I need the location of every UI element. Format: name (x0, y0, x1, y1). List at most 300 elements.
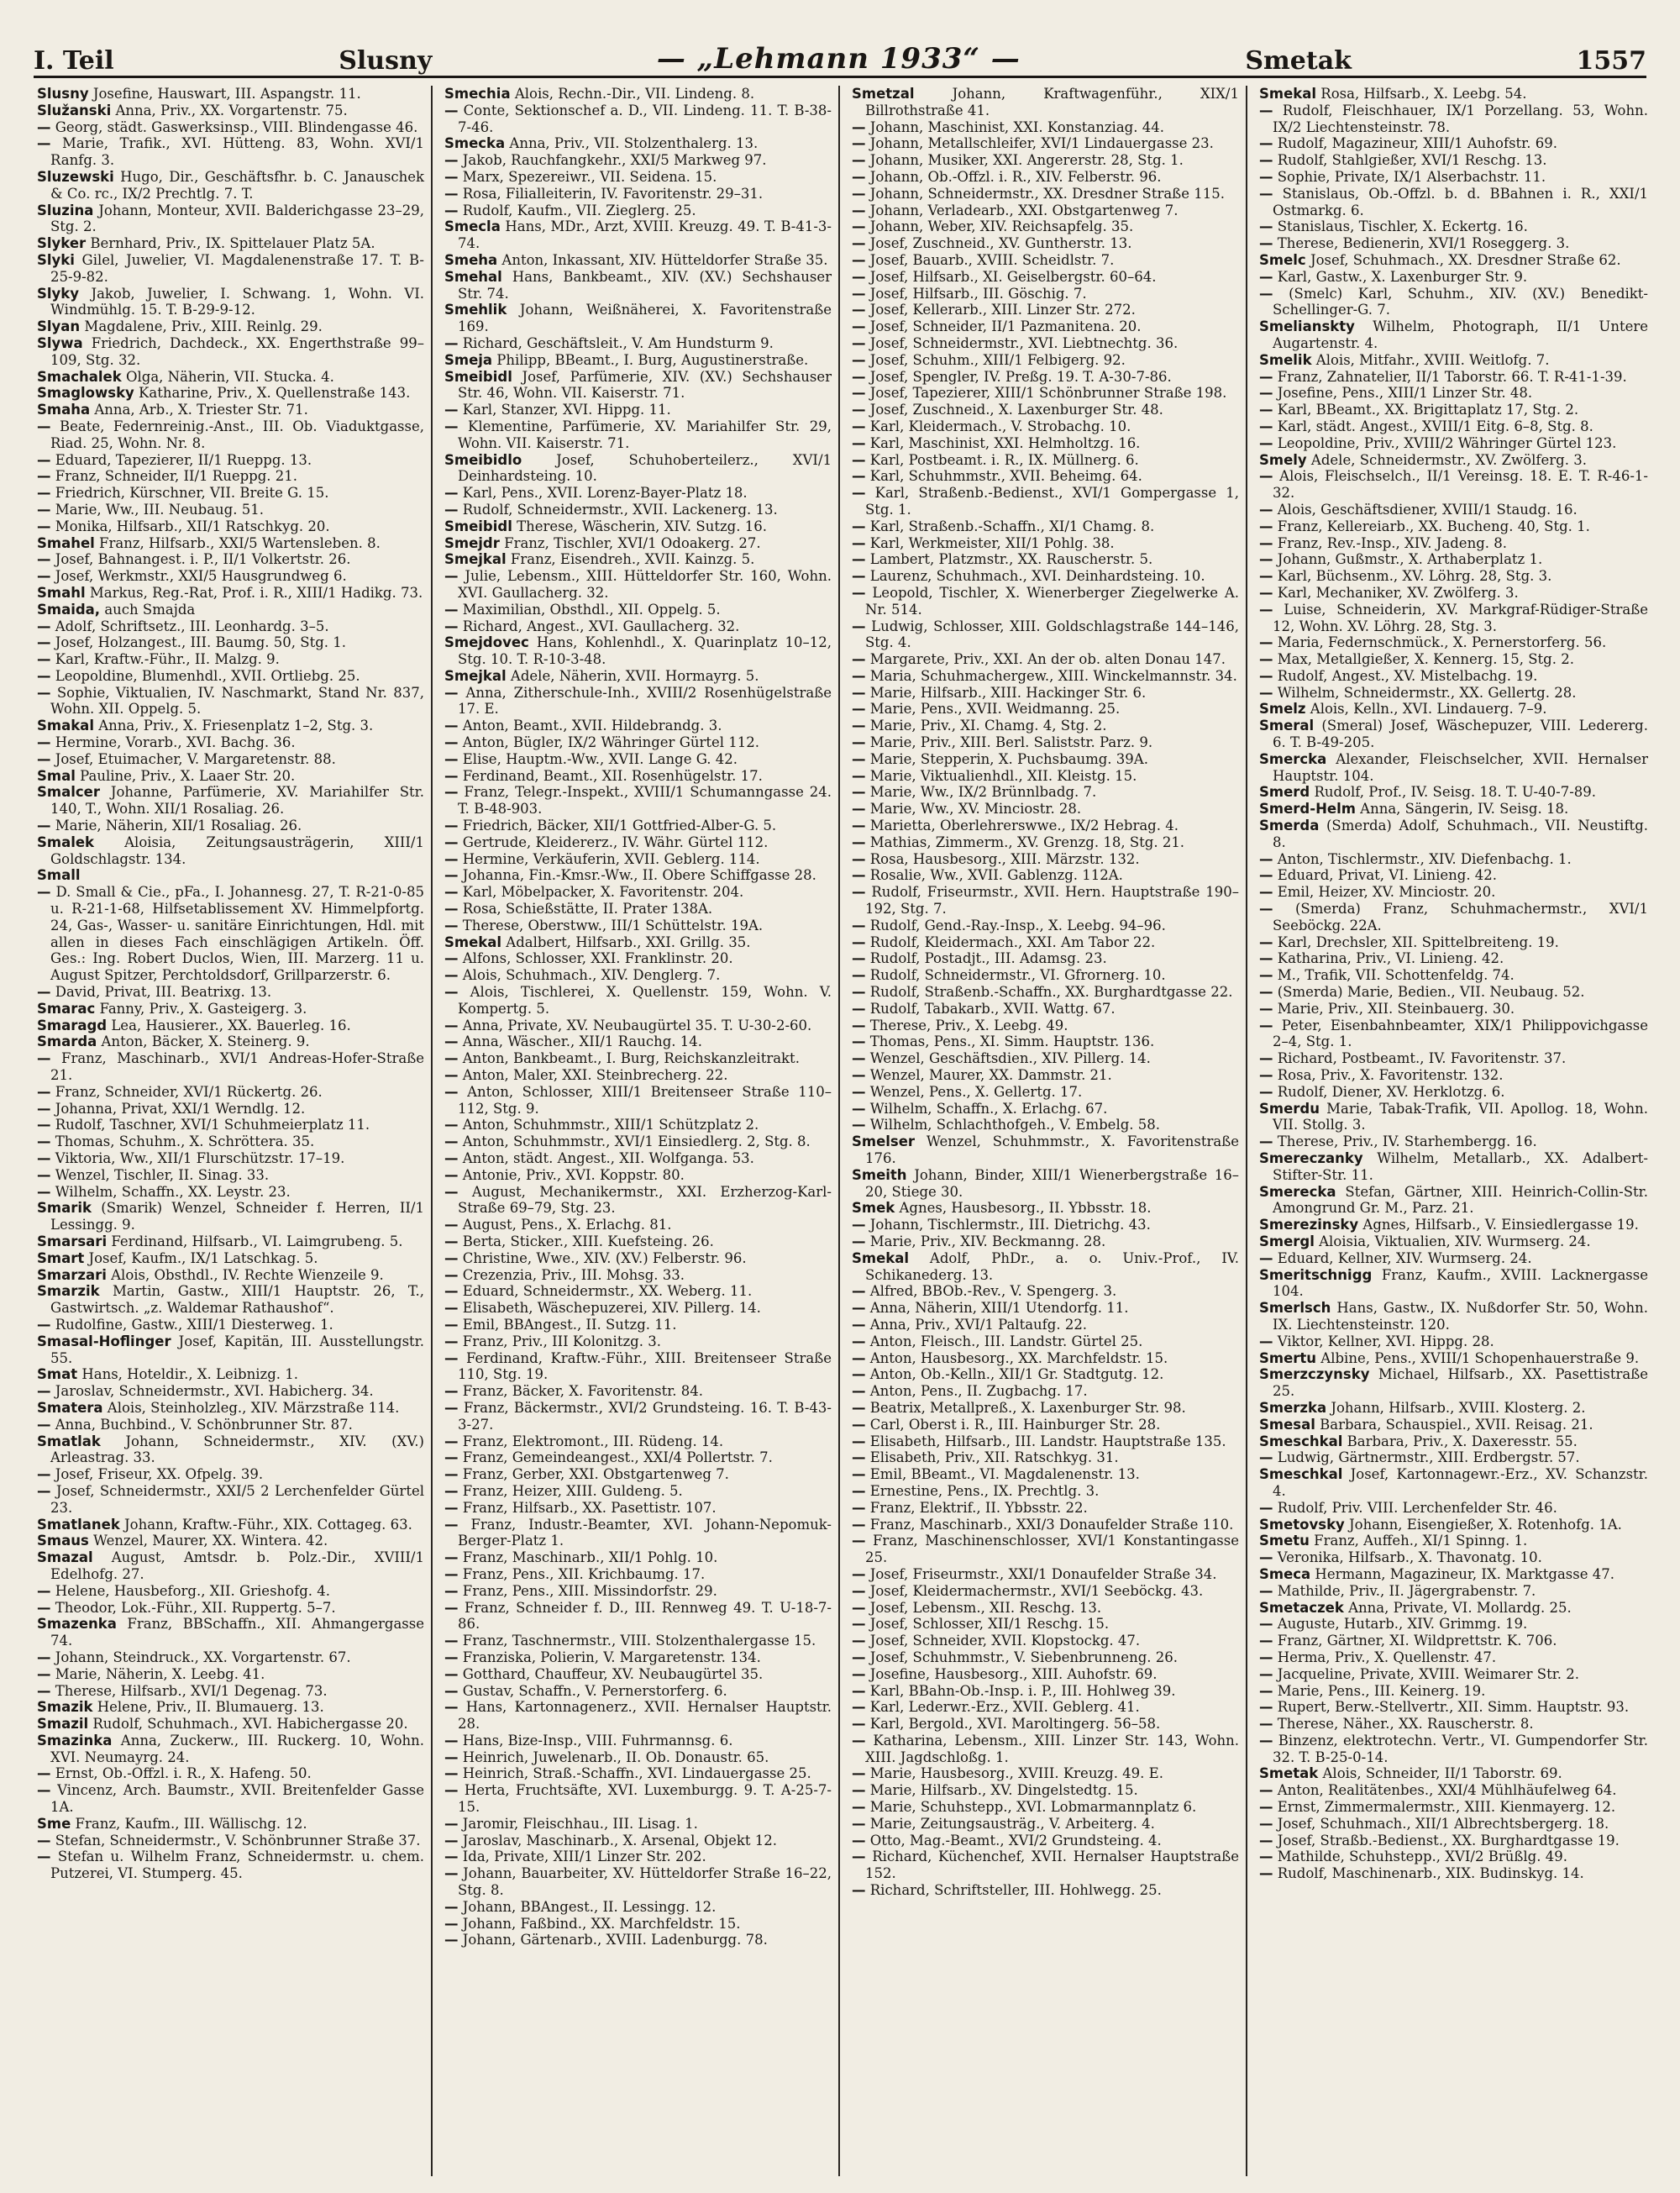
entry-surname: — (1259, 434, 1273, 451)
entry-details: Josef, Straßb.-Bedienst., XX. Burghardtgasse 19. (1273, 1832, 1620, 1849)
entry-surname: Smetak (1259, 1765, 1319, 1782)
directory-entry (37, 1317, 424, 1333)
entry-details: Stanislaus, Tischler, X. Eckertg. 16. (1273, 218, 1528, 235)
entry-surname: Smerd-Helm (1259, 801, 1356, 818)
entry-surname: — (852, 1316, 866, 1333)
entry-surname: — (444, 1482, 459, 1499)
entry-details: Karl, Kleidermach., V. Strobachg. 10. (865, 418, 1131, 434)
entry-surname: — (1259, 102, 1273, 118)
directory-entry (852, 152, 1239, 169)
entry-surname: — (852, 1765, 866, 1782)
entry-details: Franz, Schneider, XVI/1 Rückertg. 26. (50, 1083, 323, 1100)
entry-details: Vincenz, Arch. Baumstr., XVII. Breitenfelder Gasse 1A. (50, 1782, 424, 1816)
entry-details: Pauline, Priv., X. Laaer Str. 20. (75, 767, 296, 784)
entry-surname: Smetu (1259, 1533, 1310, 1549)
entry-details: Hans, Hoteldir., X. Leibnizg. 1. (77, 1366, 298, 1383)
entry-surname: — (852, 584, 866, 601)
entry-details: Karl, Straßenb.-Bedienst., XVI/1 Gompergasse 1, Stg. 1. (865, 485, 1239, 518)
entry-details: Marie, Hilfsarb., XIII. Hackinger Str. 6. (865, 684, 1147, 701)
entry-surname: — (444, 1549, 459, 1566)
entry-surname: — (852, 917, 866, 933)
directory-entry (37, 1699, 424, 1716)
entry-surname: — (444, 767, 459, 784)
column-3 (852, 86, 1247, 2176)
directory-entry (852, 286, 1239, 302)
entry-surname: — (37, 501, 51, 518)
entry-details: Ernst, Zimmermalermstr., XIII. Kienmayerg. 12. (1273, 1799, 1616, 1816)
page-header (34, 24, 1646, 78)
entry-surname: Smalek (37, 834, 95, 850)
entry-surname: — (37, 750, 51, 767)
directory-entry (852, 701, 1239, 718)
directory-entry (37, 867, 424, 884)
directory-entry (444, 485, 832, 502)
entry-surname: Slyker (37, 235, 87, 252)
entry-surname: — (852, 1217, 866, 1233)
directory-entry (1259, 668, 1648, 685)
entry-details: Marie, Schuhstepp., XVI. Lobmarmannplatz 6. (865, 1799, 1197, 1816)
directory-entry (37, 751, 424, 768)
directory-entry (37, 1683, 424, 1700)
entry-details: Johann, Bauarbeiter, XV. Hütteldorfer Straße 16–22, Stg. 8. (458, 1865, 832, 1899)
entry-details: Alois, Schuhmach., XIV. Denglerg. 7. (458, 967, 721, 984)
entry-details: Karl, Werkmeister, XII/1 Pohlg. 38. (865, 534, 1115, 551)
entry-surname: — (444, 950, 459, 967)
entry-details: Johanne, Parfümerie, XV. Mariahilfer Str. 140, T., Wohn. XII/1 Rosaliag. 26. (50, 784, 424, 818)
directory-entry (1259, 1799, 1648, 1816)
directory-entry (444, 934, 832, 951)
entry-surname: — (444, 418, 459, 434)
directory-entry (1259, 818, 1648, 851)
entry-surname: — (444, 1699, 459, 1716)
directory-entry (37, 535, 424, 552)
directory-entry (444, 252, 832, 269)
directory-entry (444, 1233, 832, 1250)
directory-entry (37, 502, 424, 518)
directory-entry (444, 518, 832, 535)
entry-details: Johann, Kraftwagenführ., XIX/1 Billrothstraße 41. (865, 86, 1239, 118)
entry-surname: — (37, 1183, 51, 1200)
directory-entry (852, 1383, 1239, 1400)
directory-entry (852, 435, 1239, 452)
entry-details: Ludwig, Gärtnermstr., XIII. Erdbergstr. 57. (1273, 1449, 1580, 1466)
directory-entry (444, 202, 832, 219)
entry-details: Anton, Bäcker, X. Steinerg. 9. (97, 1033, 310, 1050)
entry-surname: — (852, 884, 866, 901)
entry-surname: — (444, 1466, 459, 1483)
directory-entry (1259, 1716, 1648, 1733)
entry-surname: — (444, 1249, 459, 1266)
entry-details: Franz, Elektrif., II. Ybbsstr. 22. (865, 1499, 1088, 1516)
directory-columns (37, 86, 1655, 2176)
entry-details: Josef, Schuhmmstr., V. Siebenbrunneng. 26. (865, 1649, 1178, 1665)
entry-details: Josef, Schuhmach., XII/1 Albrechtsbergerg. 18. (1273, 1815, 1609, 1832)
directory-entry (852, 867, 1239, 884)
entry-details: Laurenz, Schuhmach., XVI. Deinhardsteing. 10. (865, 568, 1205, 585)
entry-surname: — (852, 1649, 866, 1665)
part-label: I. Teil (34, 46, 114, 76)
entry-surname: — (444, 1516, 459, 1533)
directory-entry (444, 369, 832, 402)
entry-surname: — (852, 1716, 866, 1733)
entry-details: Johanna, Privat, XXI/1 Werndlg. 12. (50, 1100, 306, 1117)
directory-entry (444, 1449, 832, 1466)
entry-details: Karl, Möbelpacker, X. Favoritenstr. 204. (458, 884, 744, 901)
entry-details: Rudolf, Maschinenarb., XIX. Budinskyg. 14. (1273, 1865, 1584, 1882)
directory-entry (444, 1184, 832, 1217)
entry-surname: — (1259, 684, 1273, 701)
entry-details: Berta, Sticker., XIII. Kuefsteing. 26. (458, 1233, 714, 1249)
entry-details: Anton, Pens., II. Zugbachg. 17. (865, 1383, 1088, 1400)
directory-entry (1259, 634, 1648, 651)
entry-details: Rudolf, Schuhmach., XVI. Habichergasse 20. (88, 1716, 408, 1733)
directory-entry (444, 1084, 832, 1118)
entry-details: Therese, Priv., IV. Starhembergg. 16. (1273, 1133, 1537, 1150)
entry-surname: Smejdovec (444, 634, 529, 651)
entry-surname: — (852, 551, 866, 568)
entry-surname: Smachalek (37, 368, 122, 385)
directory-entry (444, 1649, 832, 1666)
directory-entry (1259, 1400, 1648, 1417)
entry-surname: — (37, 884, 51, 901)
entry-details: Hans, Bize-Insp., VIII. Fuhrmannsg. 6. (458, 1732, 733, 1749)
directory-entry (1259, 984, 1648, 1001)
directory-entry (852, 1449, 1239, 1466)
entry-details: Richard, Postbeamt., IV. Favoritenstr. 37. (1273, 1050, 1567, 1067)
directory-entry (444, 1400, 832, 1433)
entry-details: (Smerda) Adolf, Schuhmach., VII. Neustiftg. 8. (1273, 818, 1648, 850)
entry-details: Alois, Mitfahr., XVIII. Weitlofg. 7. (1311, 351, 1550, 368)
directory-entry (37, 1133, 424, 1150)
entry-surname: — (37, 1649, 51, 1665)
entry-surname: — (852, 318, 866, 335)
entry-surname: — (37, 1083, 51, 1100)
entry-surname: — (1259, 651, 1273, 668)
entry-details: Heinrich, Juwelenarb., II. Ob. Donaustr. 65. (458, 1749, 769, 1765)
directory-entry (37, 1018, 424, 1034)
directory-entry (37, 318, 424, 335)
entry-surname: — (852, 850, 866, 867)
directory-entry (444, 967, 832, 984)
directory-entry (1259, 551, 1648, 568)
entry-surname: — (1259, 568, 1273, 585)
column-4 (1259, 86, 1655, 2176)
entry-details: Karl, Bergold., XVI. Maroltingerg. 56–58. (865, 1716, 1161, 1733)
entry-details: Alfred, BBOb.-Rev., V. Spengerg. 3. (865, 1283, 1117, 1300)
entry-surname: — (1259, 235, 1273, 252)
entry-surname: — (444, 784, 459, 801)
directory-entry (37, 1383, 424, 1400)
entry-details: Gilel, Juwelier, VI. Magdalenenstraße 17. T. B-25-9-82. (50, 251, 424, 285)
directory-entry (444, 302, 832, 335)
entry-surname: — (1259, 1449, 1273, 1466)
directory-entry (1259, 1833, 1648, 1849)
entry-surname: Sluzina (37, 202, 94, 218)
entry-details: Marx, Spezereiwr., VII. Seidena. 15. (458, 168, 717, 185)
entry-details: Marie, Näherin, XII/1 Rosaliag. 26. (50, 818, 302, 834)
directory-entry (444, 452, 832, 486)
directory-entry (37, 452, 424, 469)
directory-entry (37, 1084, 424, 1101)
directory-entry (444, 1782, 832, 1816)
entry-details: Fanny, Priv., X. Gasteigerg. 3. (95, 1000, 307, 1017)
directory-entry (444, 103, 832, 136)
directory-entry (852, 751, 1239, 768)
entry-details: Wilhelm, Schlachthofgeh., V. Embelg. 58. (865, 1117, 1161, 1133)
directory-entry (852, 1666, 1239, 1683)
entry-surname: — (1259, 501, 1273, 518)
entry-surname: — (852, 1033, 866, 1050)
entry-details: Franz, Eisendreh., XVII. Kainzg. 5. (506, 551, 755, 568)
entry-details: Eduard, Schneidermstr., XX. Weberg. 11. (458, 1283, 753, 1300)
entry-details: Wilhelm, Schaffn., XX. Leystr. 23. (50, 1183, 291, 1200)
entry-surname: — (37, 1782, 51, 1799)
entry-surname: Smarzik (37, 1283, 100, 1300)
entry-details: Stefan u. Wilhelm Franz, Schneidermstr. u. chem. Putzerei, VI. Stumperg. 45. (50, 1849, 424, 1882)
directory-entry (444, 1549, 832, 1566)
entry-surname: — (1259, 534, 1273, 551)
entry-details: Josefine, Hausbesorg., XIII. Auhofstr. 69. (865, 1665, 1158, 1682)
directory-entry (1259, 269, 1648, 286)
entry-surname: Smecka (444, 135, 506, 152)
entry-surname: — (852, 967, 866, 984)
entry-details: Johann, Weißnäherei, X. Favoritenstraße 169. (458, 302, 832, 335)
entry-details: Marie, Ww., XV. Minciostr. 28. (865, 801, 1082, 818)
directory-entry (852, 984, 1239, 1001)
entry-details: Anna, Sängerin, IV. Seisg. 18. (1355, 801, 1569, 818)
entry-details: Anna, Buchbind., V. Schönbrunner Str. 87. (50, 1416, 353, 1433)
entry-details: Rudolf, Friseurmstr., XVII. Hern. Hauptstraße 190–192, Stg. 7. (865, 884, 1239, 918)
entry-surname: — (1259, 1616, 1273, 1633)
directory-entry (852, 1849, 1239, 1882)
entry-surname: — (444, 1582, 459, 1599)
directory-entry (444, 1250, 832, 1267)
directory-entry (1259, 1733, 1648, 1766)
entry-surname: — (852, 434, 866, 451)
entry-details: Josef, Kapitän, III. Ausstellungstr. 55. (50, 1333, 424, 1366)
directory-entry (37, 685, 424, 718)
entry-details: Lambert, Platzmstr., XX. Rauscherstr. 5. (865, 551, 1153, 568)
entry-surname: — (444, 601, 459, 618)
directory-entry (1259, 1666, 1648, 1683)
entry-surname: — (444, 1349, 459, 1366)
directory-entry (852, 1799, 1239, 1816)
directory-entry (444, 734, 832, 751)
entry-surname: — (1259, 667, 1273, 684)
directory-entry (444, 1765, 832, 1782)
entry-details: Anton, Fleisch., III. Landstr. Gürtel 25. (865, 1333, 1143, 1349)
entry-surname: — (852, 767, 866, 784)
entry-surname: Slyki (37, 251, 75, 268)
directory-entry (1259, 1067, 1648, 1084)
directory-entry (852, 1583, 1239, 1600)
directory-entry (1259, 751, 1648, 785)
entry-surname: — (1259, 1067, 1273, 1084)
entry-details: Therese, Priv., X. Leebg. 49. (865, 1017, 1068, 1033)
directory-entry (444, 1600, 832, 1633)
entry-details: Marie, Pens., XVII. Weidmanng. 25. (865, 701, 1121, 718)
entry-details: Therese, Oberstww., III/1 Schüttelstr. 19A. (458, 917, 764, 933)
entry-details: Hans, Bankbeamt., XIV. (XV.) Sechshauser Str. 74. (458, 268, 832, 302)
entry-details: Marie, Priv., XIV. Beckmanng. 28. (865, 1233, 1106, 1249)
directory-entry (852, 1033, 1239, 1050)
directory-entry (1259, 1865, 1648, 1882)
directory-entry (444, 1433, 832, 1450)
entry-surname: Smaragd (37, 1017, 108, 1033)
directory-entry (852, 1283, 1239, 1300)
entry-details: Franz, Gemeindeangest., XXI/4 Pollertstr. 7. (458, 1449, 773, 1466)
directory-entry (444, 1167, 832, 1184)
entry-surname: Smeibidl (444, 368, 512, 385)
entry-details: Rosa, Hausbesorg., XIII. Märzstr. 132. (865, 850, 1140, 867)
entry-details: Emil, BBAngest., II. Sutzg. 11. (458, 1316, 677, 1333)
entry-surname: Smazinka (37, 1732, 113, 1749)
entry-details: Marie, Priv., XII. Steinbauerg. 30. (1273, 1000, 1515, 1017)
entry-details: Rudolf, Prof., IV. Seisg. 18. T. U-40-7-89. (1310, 784, 1597, 801)
directory-entry (37, 1666, 424, 1683)
directory-entry (37, 1583, 424, 1600)
entry-details: Karl, städt. Angest., XVIII/1 Eitg. 6–8, Stg. 8. (1273, 418, 1593, 434)
entry-surname: Smeha (444, 251, 498, 268)
directory-entry (852, 1067, 1239, 1084)
entry-surname: — (852, 1832, 866, 1849)
directory-entry (37, 984, 424, 1001)
directory-entry (444, 535, 832, 552)
entry-surname: — (852, 302, 866, 318)
entry-surname: — (852, 385, 866, 402)
entry-details: Josef, Parfümerie, XIV. (XV.) Sechshauser Str. 46, Wohn. VII. Kaiserstr. 71. (458, 368, 832, 402)
entry-details: Johanna, Fin.-Kmsr.-Ww., II. Obere Schiffgasse 28. (458, 867, 816, 884)
directory-entry (37, 86, 424, 103)
entry-details: Katharina, Lebensm., XIII. Linzer Str. 143, Wohn. XIII. Jagdschloßg. 1. (865, 1732, 1239, 1765)
entry-surname: — (852, 1633, 866, 1649)
entry-details: Rudolf, Tabakarb., XVII. Wattg. 67. (865, 1000, 1116, 1017)
directory-entry (37, 1150, 424, 1167)
directory-entry (852, 252, 1239, 269)
directory-entry (852, 302, 1239, 318)
directory-entry (1259, 602, 1648, 635)
directory-entry (37, 1283, 424, 1317)
directory-entry (37, 818, 424, 834)
entry-details: Mathilde, Schuhstepp., XVI/2 Brüßlg. 49. (1273, 1849, 1567, 1865)
entry-surname: — (444, 1183, 459, 1200)
entry-details: Margarete, Priv., XXI. An der ob. alten Donau 147. (865, 651, 1226, 668)
entry-surname: Slyky (37, 285, 80, 302)
entry-surname: — (852, 1433, 866, 1449)
entry-details: Hermann, Magazineur, IX. Marktgasse 47. (1310, 1565, 1614, 1582)
entry-surname: — (37, 1117, 51, 1133)
entry-details: Hermine, Vorarb., XVI. Bachg. 36. (50, 734, 296, 751)
entry-details: Anton, Schuhmmstr., XVI/1 Einsiedlerg. 2, Stg. 8. (458, 1133, 811, 1150)
entry-surname: — (444, 1033, 459, 1050)
entry-surname: — (444, 1383, 459, 1400)
directory-entry (37, 651, 424, 668)
entry-surname: — (852, 1732, 866, 1749)
entry-details: Helene, Priv., II. Blumauerg. 13. (92, 1699, 324, 1716)
entry-surname: Smeritschnigg (1259, 1266, 1373, 1283)
entry-details: Emil, BBeamt., VI. Magdalenenstr. 13. (865, 1466, 1140, 1483)
entry-details: Rudolf, Straßenb.-Schaffn., XX. Burghardtgasse 22. (865, 984, 1233, 1001)
directory-entry (852, 169, 1239, 186)
entry-details: Viktoria, Ww., XII/1 Flurschützstr. 17–19. (50, 1150, 345, 1166)
entry-surname: — (852, 834, 866, 850)
entry-surname: — (852, 1300, 866, 1317)
entry-surname: — (444, 1050, 459, 1067)
entry-details: Antonie, Priv., XVI. Koppstr. 80. (458, 1166, 685, 1183)
entry-surname: — (444, 402, 459, 418)
entry-details: Karl, Kraftw.-Führ., II. Malzg. 9. (50, 651, 280, 668)
directory-entry (37, 1001, 424, 1018)
entry-details: Jaroslav, Maschinarb., X. Arsenal, Objekt 12. (458, 1832, 778, 1849)
entry-surname: — (1259, 1549, 1273, 1566)
directory-entry (444, 1566, 832, 1583)
directory-entry (852, 269, 1239, 286)
entry-surname: — (444, 1233, 459, 1249)
entry-surname: — (852, 1565, 866, 1582)
entry-surname: — (444, 850, 459, 867)
entry-surname: Smejkal (444, 667, 507, 684)
directory-entry (852, 734, 1239, 751)
entry-surname: Smarik (37, 1200, 92, 1217)
entry-surname: — (37, 667, 51, 684)
entry-surname: Smek (852, 1200, 895, 1217)
directory-entry (37, 418, 424, 452)
directory-entry (852, 551, 1239, 568)
entry-details: Franz, Tischler, XVI/1 Odoakerg. 27. (499, 534, 761, 551)
directory-entry (1259, 103, 1648, 136)
entry-details: Marie, Hilfsarb., XV. Dingelstedtg. 15. (865, 1782, 1138, 1799)
entry-details: Elisabeth, Wäschepuzerei, XIV. Pillerg. 14. (458, 1300, 761, 1317)
entry-details: Rudolf, Gend.-Ray.-Insp., X. Leebg. 94–96. (865, 917, 1166, 933)
entry-details: Richard, Schriftsteller, III. Hohlwegg. 25. (865, 1882, 1162, 1899)
directory-entry (444, 335, 832, 352)
entry-surname: Smasal-Hoflinger (37, 1333, 171, 1349)
entry-surname: — (1259, 168, 1273, 185)
entry-surname: Smercka (1259, 750, 1327, 767)
directory-entry (1259, 186, 1648, 219)
directory-entry (852, 1600, 1239, 1617)
entry-details: Beatrix, Metallpreß., X. Laxenburger Str. 98. (865, 1399, 1186, 1416)
entry-surname: — (444, 1599, 459, 1616)
entry-details: Barbara, Priv., X. Daxeresstr. 55. (1342, 1433, 1578, 1449)
directory-entry (1259, 418, 1648, 435)
entry-surname: Smarsari (37, 1233, 108, 1249)
entry-details: Karl, BBeamt., XX. Brigittaplatz 17, Stg. 2. (1273, 402, 1579, 418)
entry-details: Anton, Realitätenbes., XXI/4 Mühlhäufelweg 64. (1273, 1782, 1617, 1799)
entry-surname: — (1259, 185, 1273, 202)
entry-details: Ida, Private, XIII/1 Linzer Str. 202. (458, 1849, 706, 1865)
entry-details: Elisabeth, Priv., XII. Ratschkyg. 31. (865, 1449, 1119, 1466)
directory-entry (852, 1350, 1239, 1367)
entry-details: Monika, Hilfsarb., XII/1 Ratschkyg. 20. (50, 518, 330, 534)
entry-surname: — (852, 701, 866, 718)
entry-surname: — (444, 1399, 459, 1416)
entry-details: Josef, Schuhoberteilerz., XVI/1 Deinhardsteing. 10. (458, 451, 832, 485)
directory-entry (444, 602, 832, 618)
entry-details: Luise, Schneiderin, XV. Markgraf-Rüdiger-Straße 12, Wohn. XV. Löhrg. 28, Stg. 3. (1273, 601, 1648, 634)
entry-details: Mathias, Zimmerm., XV. Grenzg. 18, Stg. 21. (865, 834, 1185, 850)
entry-details: Josefine, Pens., XIII/1 Linzer Str. 48. (1273, 385, 1533, 402)
entry-details: Friedrich, Dachdeck., XX. Engerthstraße 99–109, Stg. 32. (50, 334, 424, 368)
entry-surname: Slywa (37, 334, 83, 351)
entry-details: Johann, Ob.-Offzl. i. R., XIV. Felberstr. 96. (865, 168, 1162, 185)
entry-details: Christine, Wwe., XIV. (XV.) Felberstr. 96. (458, 1249, 747, 1266)
entry-details: Anton, städt. Angest., XII. Wolfganga. 53. (458, 1150, 754, 1166)
entry-surname: Smely (1259, 451, 1307, 468)
entry-details: Jakob, Rauchfangkehr., XXI/5 Markweg 97. (458, 152, 767, 169)
entry-surname: — (444, 1832, 459, 1849)
directory-entry (37, 1167, 424, 1184)
